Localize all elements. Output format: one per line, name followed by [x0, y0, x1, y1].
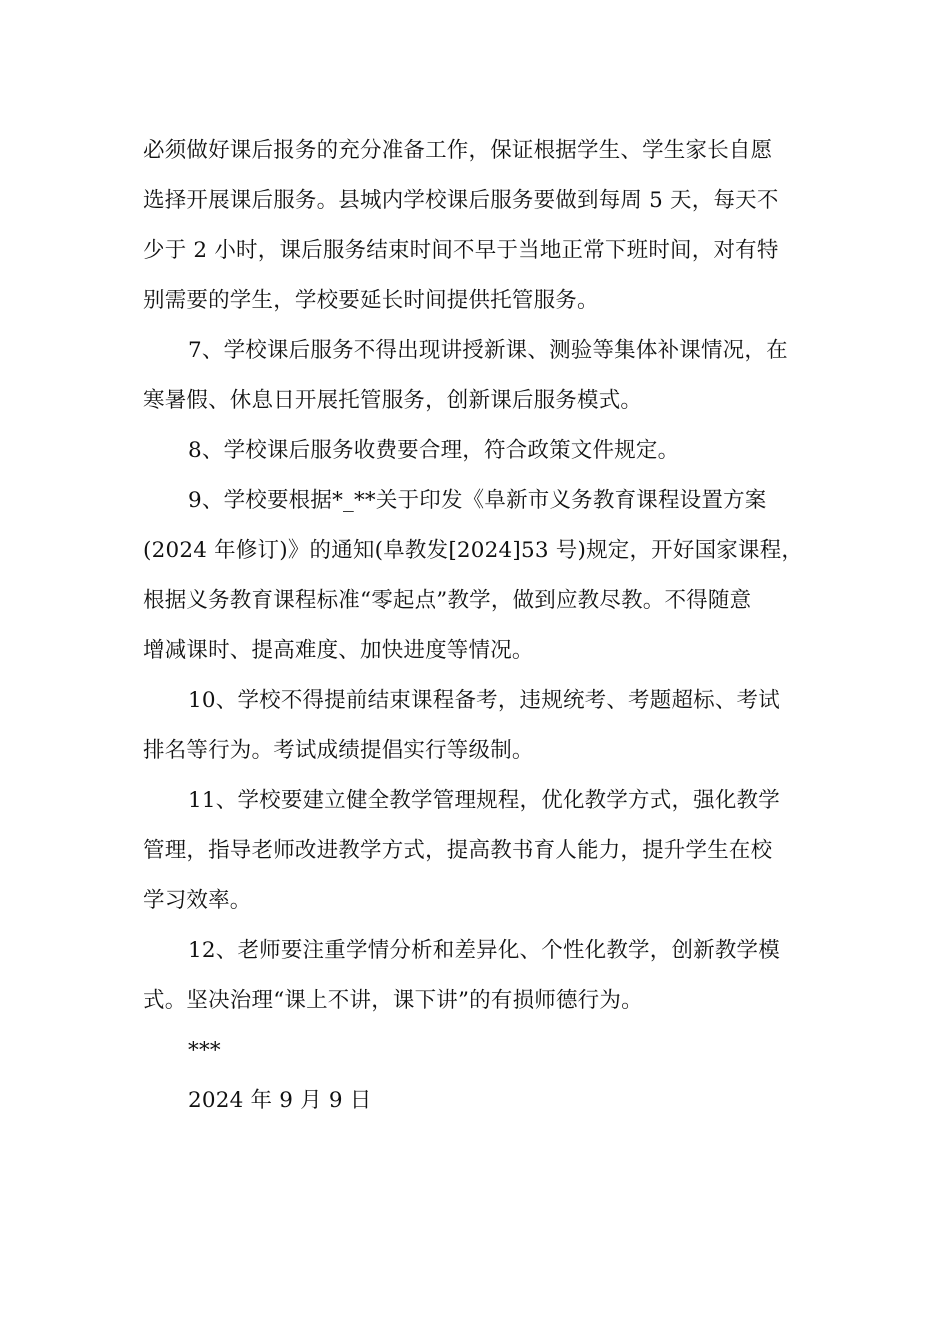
- paragraph-7-start: 7、学校课后服务不得出现讲授新课、测验等集体补课情况，在: [188, 338, 788, 363]
- text-line: 式。坚决治理“课上不讲，课下讲”的有损师德行为。: [143, 988, 643, 1013]
- paragraph-11-start: 11、学校要建立健全教学管理规程，优化教学方式，强化教学: [188, 788, 780, 813]
- paragraph-12-start: 12、老师要注重学情分析和差异化、个性化教学，创新教学模: [188, 938, 780, 963]
- text-line: (2024 年修订)》的通知(阜教发[2024]53 号)规定，开好国家课程，: [143, 538, 804, 563]
- signature-placeholder: ***: [188, 1038, 221, 1063]
- document-date: 2024 年 9 月 9 日: [188, 1088, 372, 1113]
- text-line: 少于 2 小时，课后服务结束时间不早于当地正常下班时间，对有特: [143, 238, 779, 263]
- text-line: 增减课时、提高难度、加快进度等情况。: [143, 638, 534, 663]
- text-line: 别需要的学生，学校要延长时间提供托管服务。: [143, 288, 599, 313]
- paragraph-9-start: 9、学校要根据*_**关于印发《阜新市义务教育课程设置方案: [188, 488, 767, 513]
- paragraph-8-start: 8、学校课后服务收费要合理，符合政策文件规定。: [188, 438, 680, 463]
- text-line: 必须做好课后报务的充分准备工作，保证根据学生、学生家长自愿: [143, 138, 773, 163]
- text-line: 学习效率。: [143, 888, 252, 913]
- paragraph-10-start: 10、学校不得提前结束课程备考，违规统考、考题超标、考试: [188, 688, 780, 713]
- text-line: 寒暑假、休息日开展托管服务，创新课后服务模式。: [143, 388, 643, 413]
- text-line: 排名等行为。考试成绩提倡实行等级制。: [143, 738, 534, 763]
- text-line: 根据义务教育课程标准“零起点”教学，做到应教尽教。不得随意: [143, 588, 752, 613]
- text-line: 管理，指导老师改进教学方式，提高教书育人能力，提升学生在校: [143, 838, 773, 863]
- text-line: 选择开展课后服务。县城内学校课后服务要做到每周 5 天，每天不: [143, 188, 779, 213]
